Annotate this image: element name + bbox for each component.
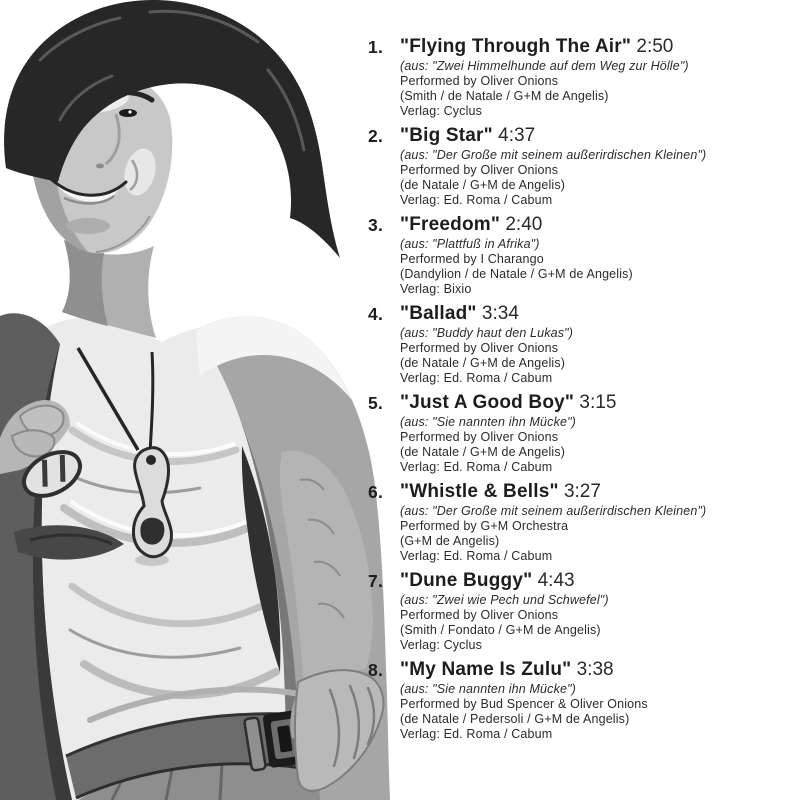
- track-source-film: (aus: "Sie nannten ihn Mücke"): [400, 682, 576, 696]
- track-duration: 2:50: [636, 36, 674, 57]
- track-performer: Performed by Oliver Onions: [400, 74, 559, 88]
- track-performer: Performed by Bud Spencer & Oliver Onions: [400, 697, 648, 711]
- track-details: [400, 659, 794, 742]
- track-writers: (de Natale / G+M de Angelis): [400, 356, 566, 370]
- track-title-line: [400, 303, 794, 325]
- track-source-film: (aus: "Buddy haut den Lukas"): [400, 326, 574, 340]
- track-item: [368, 481, 794, 564]
- track-number: 3.: [368, 215, 384, 235]
- track-title-line: [400, 659, 794, 681]
- track-source-film: (aus: "Sie nannten ihn Mücke"): [400, 415, 576, 429]
- track-number: 6.: [368, 482, 384, 502]
- tracklist: [368, 36, 794, 748]
- track-title: "Big Star": [400, 125, 493, 146]
- track-details: [400, 125, 794, 208]
- track-title-line: [400, 214, 794, 236]
- track-source-film: (aus: "Zwei Himmelhunde auf dem Weg zur Hölle"): [400, 59, 689, 73]
- track-writers: (Dandylion / de Natale / G+M de Angelis): [400, 267, 633, 281]
- track-publisher: Verlag: Ed. Roma / Cabum: [400, 549, 553, 563]
- track-number: 7.: [368, 571, 384, 591]
- track-writers: (Smith / Fondato / G+M de Angelis): [400, 623, 601, 637]
- track-duration: 3:15: [579, 392, 617, 413]
- track-details: [400, 481, 794, 564]
- track-duration: 3:27: [563, 481, 601, 502]
- track-title-line: [400, 570, 794, 592]
- track-duration: 4:43: [537, 570, 575, 591]
- track-details: [400, 36, 794, 119]
- track-performer: Performed by Oliver Onions: [400, 341, 559, 355]
- track-title: "Dune Buggy": [400, 570, 533, 591]
- track-details: [400, 303, 794, 386]
- track-performer: Performed by I Charango: [400, 252, 544, 266]
- track-item: [368, 570, 794, 653]
- track-publisher: Verlag: Ed. Roma / Cabum: [400, 193, 553, 207]
- track-writers: (de Natale / G+M de Angelis): [400, 178, 566, 192]
- track-item: [368, 392, 794, 475]
- track-duration: 3:38: [576, 659, 614, 680]
- track-number: 8.: [368, 660, 384, 680]
- track-publisher: Verlag: Cyclus: [400, 104, 482, 118]
- track-title: "Freedom": [400, 214, 501, 235]
- track-title-line: [400, 125, 794, 147]
- track-title: "Whistle & Bells": [400, 481, 559, 502]
- track-performer: Performed by G+M Orchestra: [400, 519, 569, 533]
- track-title-line: [400, 36, 794, 58]
- track-publisher: Verlag: Ed. Roma / Cabum: [400, 460, 553, 474]
- track-duration: 2:40: [505, 214, 543, 235]
- track-title: "My Name Is Zulu": [400, 659, 572, 680]
- track-performer: Performed by Oliver Onions: [400, 608, 559, 622]
- track-item: [368, 125, 794, 208]
- track-item: [368, 36, 794, 119]
- track-source-film: (aus: "Plattfuß in Afrika"): [400, 237, 540, 251]
- track-number: 1.: [368, 37, 384, 57]
- track-details: [400, 392, 794, 475]
- track-duration: 3:34: [481, 303, 519, 324]
- track-title-line: [400, 392, 794, 414]
- track-publisher: Verlag: Bixio: [400, 282, 472, 296]
- track-item: [368, 659, 794, 742]
- track-number: 2.: [368, 126, 384, 146]
- track-number: 4.: [368, 304, 384, 324]
- track-writers: (G+M de Angelis): [400, 534, 500, 548]
- track-performer: Performed by Oliver Onions: [400, 163, 559, 177]
- track-publisher: Verlag: Ed. Roma / Cabum: [400, 371, 553, 385]
- track-number: 5.: [368, 393, 384, 413]
- track-publisher: Verlag: Ed. Roma / Cabum: [400, 727, 553, 741]
- track-source-film: (aus: "Zwei wie Pech und Schwefel"): [400, 593, 609, 607]
- track-source-film: (aus: "Der Große mit seinem außerirdischen Kleinen"): [400, 504, 707, 518]
- track-performer: Performed by Oliver Onions: [400, 430, 559, 444]
- track-writers: (Smith / de Natale / G+M de Angelis): [400, 89, 609, 103]
- track-duration: 4:37: [498, 125, 536, 146]
- track-item: [368, 214, 794, 297]
- track-writers: (de Natale / G+M de Angelis): [400, 445, 566, 459]
- track-title: "Ballad": [400, 303, 477, 324]
- track-writers: (de Natale / Pedersoli / G+M de Angelis): [400, 712, 630, 726]
- track-publisher: Verlag: Cyclus: [400, 638, 482, 652]
- track-title: "Flying Through The Air": [400, 36, 632, 57]
- track-details: [400, 214, 794, 297]
- track-item: [368, 303, 794, 386]
- track-details: [400, 570, 794, 653]
- track-source-film: (aus: "Der Große mit seinem außerirdischen Kleinen"): [400, 148, 707, 162]
- track-title-line: [400, 481, 794, 503]
- track-title: "Just A Good Boy": [400, 392, 575, 413]
